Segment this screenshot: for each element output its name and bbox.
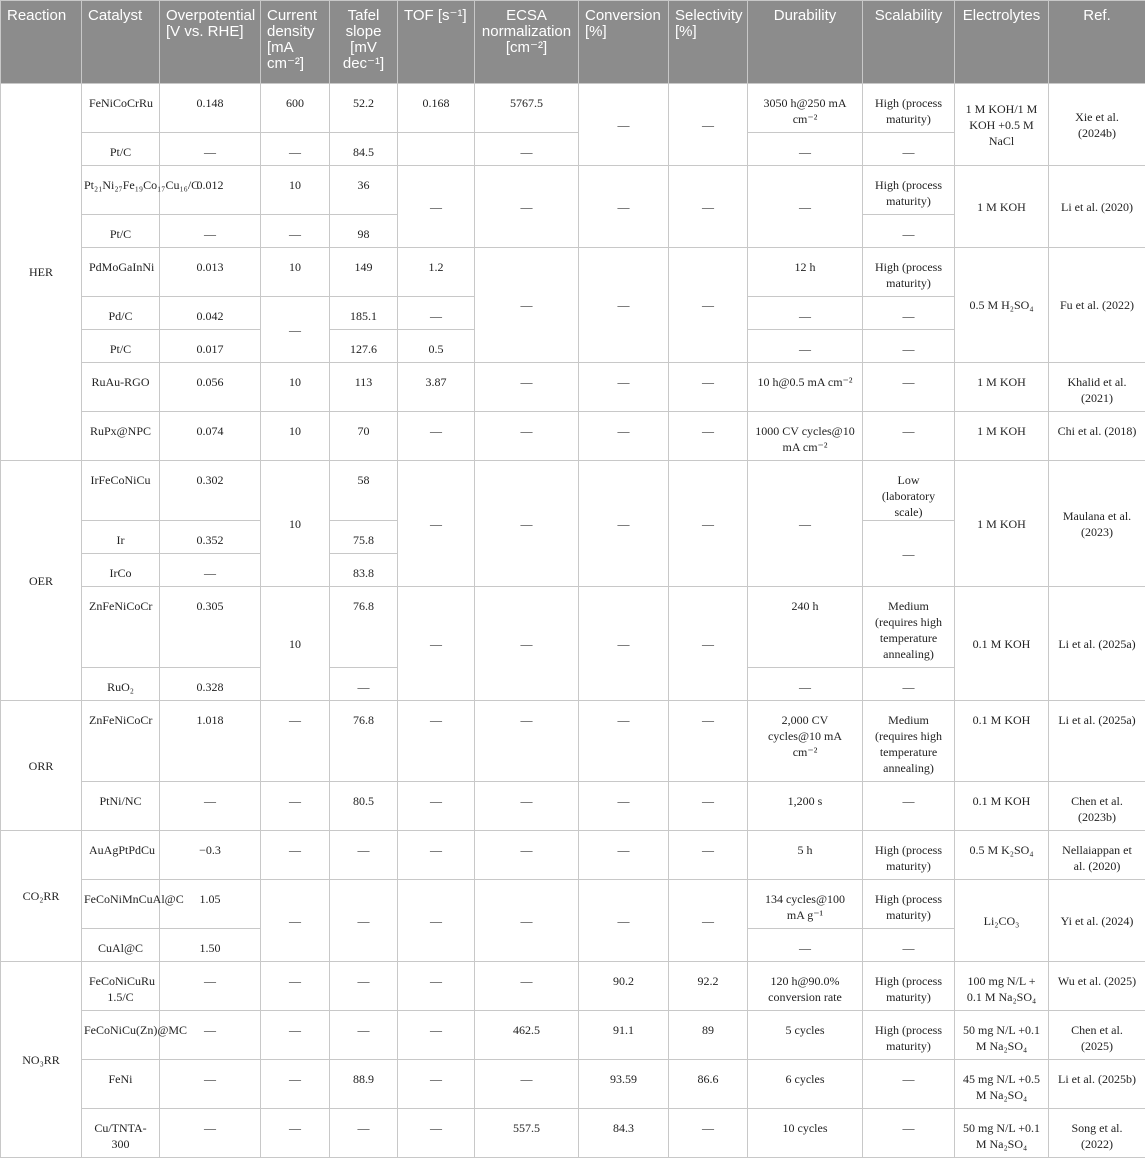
table-row	[1, 1060, 1145, 1109]
durability-cell: —	[748, 297, 863, 330]
reaction-cell: NO₃RR	[1, 962, 82, 1158]
scalability-cell: High (process maturity)	[863, 831, 955, 880]
overpotential-cell: 0.302	[160, 461, 261, 521]
scalability-cell: —	[863, 929, 955, 962]
scalability-cell: High (process maturity)	[863, 962, 955, 1011]
overpotential-cell: 0.305	[160, 587, 261, 668]
scalability-cell: —	[863, 668, 955, 701]
ref-link[interactable]: Xie et al. (2024b)	[1049, 84, 1145, 166]
catalyst-cell: PdMoGaInNi	[82, 248, 160, 297]
electrolytes-cell: 1 M KOH/1 M KOH +0.5 M NaCl	[955, 84, 1049, 166]
table-row	[1, 363, 1145, 412]
conversion-cell: —	[579, 412, 669, 461]
durability-cell: —	[748, 133, 863, 166]
ref-link[interactable]: Khalid et al. (2021)	[1049, 363, 1145, 412]
catalyst-cell: RuO₂	[82, 668, 160, 701]
overpotential-cell: 0.017	[160, 330, 261, 363]
current-density-cell: 10	[261, 248, 330, 297]
ref-link[interactable]: Wu et al. (2025)	[1049, 962, 1145, 1011]
header-conversion: Conversion [%]	[579, 1, 669, 84]
durability-cell: 1,200 s	[748, 782, 863, 831]
tafel-cell: 88.9	[330, 1060, 398, 1109]
overpotential-cell: —	[160, 1109, 261, 1158]
header-scalability: Scalability	[863, 1, 955, 84]
selectivity-cell: —	[669, 461, 748, 587]
scalability-cell: High (process maturity)	[863, 84, 955, 133]
ecsa-cell: —	[475, 248, 579, 363]
durability-cell: —	[748, 929, 863, 962]
catalyst-cell: AuAgPtPdCu	[82, 831, 160, 880]
overpotential-cell: 0.148	[160, 84, 261, 133]
scalability-cell: —	[863, 133, 955, 166]
catalyst-cell: IrCo	[82, 554, 160, 587]
electrolytes-cell: 0.1 M KOH	[955, 587, 1049, 701]
current-density-cell: —	[261, 1109, 330, 1158]
current-density-cell: 10	[261, 461, 330, 587]
scalability-cell: High (process maturity)	[863, 248, 955, 297]
scalability-cell: High (process maturity)	[863, 880, 955, 929]
catalyst-cell: FeCoNiCu(Zn)@MC	[82, 1011, 160, 1060]
catalyst-cell: ZnFeNiCoCr	[82, 701, 160, 782]
current-density-cell: 10	[261, 166, 330, 215]
conversion-cell: 93.59	[579, 1060, 669, 1109]
tof-cell: —	[398, 587, 475, 701]
current-density-cell: —	[261, 1011, 330, 1060]
tafel-cell: —	[330, 880, 398, 962]
durability-cell: 5 cycles	[748, 1011, 863, 1060]
ref-link[interactable]: Chi et al. (2018)	[1049, 412, 1145, 461]
table-row	[1, 701, 1145, 782]
current-density-cell: —	[261, 782, 330, 831]
table-row	[1, 1109, 1145, 1158]
tafel-cell: 185.1	[330, 297, 398, 330]
catalyst-cell: FeCoNiMnCuAl@C	[82, 880, 160, 929]
scalability-cell: —	[863, 330, 955, 363]
overpotential-cell: 0.352	[160, 521, 261, 554]
selectivity-cell: —	[669, 880, 748, 962]
header-durability: Durability	[748, 1, 863, 84]
reaction-cell: HER	[1, 84, 82, 461]
reaction-cell: ORR	[1, 701, 82, 831]
scalability-cell: —	[863, 412, 955, 461]
tof-cell: —	[398, 1060, 475, 1109]
tof-cell: —	[398, 1109, 475, 1158]
durability-cell: 120 h@90.0% conversion rate	[748, 962, 863, 1011]
conversion-cell: —	[579, 248, 669, 363]
scalability-cell: Low (laboratory scale)	[863, 461, 955, 521]
scalability-cell: —	[863, 1109, 955, 1158]
tof-cell: —	[398, 831, 475, 880]
conversion-cell: 91.1	[579, 1011, 669, 1060]
electrolytes-cell: 50 mg N/L +0.1 M Na₂SO₄	[955, 1011, 1049, 1060]
table-row	[1, 587, 1145, 668]
table-row	[1, 84, 1145, 133]
overpotential-cell: —	[160, 1060, 261, 1109]
durability-cell: —	[748, 166, 863, 248]
ecsa-cell: —	[475, 363, 579, 412]
catalyst-cell: Pt/C	[82, 133, 160, 166]
scalability-cell: Medium (requires high temperature annealing)	[863, 587, 955, 668]
ecsa-cell: 5767.5	[475, 84, 579, 133]
tof-cell: —	[398, 297, 475, 330]
conversion-cell: —	[579, 166, 669, 248]
ref-link[interactable]: Li et al. (2025a)	[1049, 587, 1145, 701]
durability-cell: —	[748, 330, 863, 363]
electrolytes-cell: 1 M KOH	[955, 461, 1049, 587]
header-ref: Ref.	[1049, 1, 1145, 84]
selectivity-cell: —	[669, 701, 748, 782]
table-row	[1, 880, 1145, 929]
overpotential-cell: —	[160, 215, 261, 248]
overpotential-cell: —	[160, 133, 261, 166]
selectivity-cell: 89	[669, 1011, 748, 1060]
current-density-cell: —	[261, 831, 330, 880]
catalyst-cell: Pt/C	[82, 330, 160, 363]
tafel-cell: 80.5	[330, 782, 398, 831]
tafel-cell: 127.6	[330, 330, 398, 363]
catalyst-cell: Ir	[82, 521, 160, 554]
overpotential-cell: 1.018	[160, 701, 261, 782]
selectivity-cell: —	[669, 587, 748, 701]
scalability-cell: —	[863, 782, 955, 831]
ref-link[interactable]: Song et al. (2022)	[1049, 1109, 1145, 1158]
catalyst-cell: CuAl@C	[82, 929, 160, 962]
table-row	[1, 831, 1145, 880]
catalyst-cell: Pd/C	[82, 297, 160, 330]
current-density-cell: —	[261, 133, 330, 166]
current-density-cell: 10	[261, 363, 330, 412]
ref-link[interactable]: Fu et al. (2022)	[1049, 248, 1145, 363]
table-row	[1, 248, 1145, 297]
tafel-cell: 52.2	[330, 84, 398, 133]
overpotential-cell: 1.05	[160, 880, 261, 929]
conversion-cell: —	[579, 701, 669, 782]
ecsa-cell: —	[475, 782, 579, 831]
catalyst-cell: RuPx@NPC	[82, 412, 160, 461]
tof-cell: —	[398, 461, 475, 587]
electrolytes-cell: 1 M KOH	[955, 363, 1049, 412]
catalyst-cell: PtNi/NC	[82, 782, 160, 831]
header-current-density: Current density [mA cm⁻²]	[261, 1, 330, 84]
current-density-cell: —	[261, 701, 330, 782]
electrolytes-cell: 0.5 M H₂SO₄	[955, 248, 1049, 363]
tafel-cell: 149	[330, 248, 398, 297]
ecsa-cell: —	[475, 461, 579, 587]
ecsa-cell: —	[475, 587, 579, 701]
catalyst-cell: ZnFeNiCoCr	[82, 587, 160, 668]
tafel-cell: 76.8	[330, 587, 398, 668]
overpotential-cell: —	[160, 962, 261, 1011]
overpotential-cell: 1.50	[160, 929, 261, 962]
overpotential-cell: 0.074	[160, 412, 261, 461]
electrolytes-cell: 0.5 M K₂SO₄	[955, 831, 1049, 880]
ref-link[interactable]: Li et al. (2020)	[1049, 166, 1145, 248]
selectivity-cell: —	[669, 248, 748, 363]
catalyst-cell: FeCoNiCuRu 1.5/C	[82, 962, 160, 1011]
scalability-cell: —	[863, 521, 955, 587]
overpotential-cell: 0.013	[160, 248, 261, 297]
current-density-cell: —	[261, 962, 330, 1011]
tof-cell: —	[398, 880, 475, 962]
tof-cell: 3.87	[398, 363, 475, 412]
tafel-cell: 76.8	[330, 701, 398, 782]
tafel-cell: 84.5	[330, 133, 398, 166]
catalyst-cell: Pt/C	[82, 215, 160, 248]
overpotential-cell: −0.3	[160, 831, 261, 880]
durability-cell: 10 h@0.5 mA cm⁻²	[748, 363, 863, 412]
ref-link[interactable]: Li et al. (2025b)	[1049, 1060, 1145, 1109]
durability-cell: 240 h	[748, 587, 863, 668]
header-catalyst: Catalyst	[82, 1, 160, 84]
reaction-cell: CO₂RR	[1, 831, 82, 962]
ecsa-cell: —	[475, 701, 579, 782]
selectivity-cell: —	[669, 363, 748, 412]
overpotential-cell: —	[160, 782, 261, 831]
catalyst-cell: Cu/TNTA-300	[82, 1109, 160, 1158]
durability-cell: 134 cycles@100 mA g⁻¹	[748, 880, 863, 929]
conversion-cell: —	[579, 84, 669, 166]
tafel-cell: —	[330, 1109, 398, 1158]
durability-cell: 1000 CV cycles@10 mA cm⁻²	[748, 412, 863, 461]
conversion-cell: —	[579, 587, 669, 701]
scalability-cell: —	[863, 215, 955, 248]
tof-cell: 0.168	[398, 84, 475, 133]
electrolytes-cell: 45 mg N/L +0.5 M Na₂SO₄	[955, 1060, 1049, 1109]
scalability-cell: High (process maturity)	[863, 166, 955, 215]
selectivity-cell: —	[669, 831, 748, 880]
scalability-cell: High (process maturity)	[863, 1011, 955, 1060]
ecsa-cell: 557.5	[475, 1109, 579, 1158]
current-density-cell: —	[261, 1060, 330, 1109]
ecsa-cell: 462.5	[475, 1011, 579, 1060]
selectivity-cell: 92.2	[669, 962, 748, 1011]
ecsa-cell: —	[475, 880, 579, 962]
table-row	[1, 962, 1145, 1011]
electrolytes-cell: 100 mg N/L + 0.1 M Na₂SO₄	[955, 962, 1049, 1011]
header-overpotential: Overpotential [V vs. RHE]	[160, 1, 261, 84]
conversion-cell: —	[579, 461, 669, 587]
header-row	[1, 1, 1145, 84]
tafel-cell: 58	[330, 461, 398, 521]
header-electrolytes: Electrolytes	[955, 1, 1049, 84]
electrolytes-cell: 50 mg N/L +0.1 M Na₂SO₄	[955, 1109, 1049, 1158]
catalyst-cell: Pt₂₁Ni₂₇Fe₁₉Co₁₇Cu₁₆/C	[82, 166, 160, 215]
selectivity-cell: —	[669, 1109, 748, 1158]
table-row	[1, 1011, 1145, 1060]
conversion-cell: —	[579, 880, 669, 962]
overpotential-cell: 0.042	[160, 297, 261, 330]
selectivity-cell: —	[669, 166, 748, 248]
ecsa-cell: —	[475, 831, 579, 880]
durability-cell: 12 h	[748, 248, 863, 297]
tafel-cell: —	[330, 831, 398, 880]
durability-cell: —	[748, 668, 863, 701]
ecsa-cell: —	[475, 166, 579, 248]
catalyst-cell: RuAu-RGO	[82, 363, 160, 412]
current-density-cell: 10	[261, 587, 330, 701]
tof-cell: —	[398, 962, 475, 1011]
tafel-cell: —	[330, 962, 398, 1011]
tafel-cell: 113	[330, 363, 398, 412]
durability-cell: 6 cycles	[748, 1060, 863, 1109]
ref-link[interactable]: Chen et al. (2025)	[1049, 1011, 1145, 1060]
header-tof: TOF [s⁻¹]	[398, 1, 475, 84]
tof-cell: —	[398, 782, 475, 831]
overpotential-cell: —	[160, 554, 261, 587]
current-density-cell: —	[261, 297, 330, 363]
durability-cell: 5 h	[748, 831, 863, 880]
electrolytes-cell: 0.1 M KOH	[955, 782, 1049, 831]
tof-cell: —	[398, 166, 475, 248]
conversion-cell: 90.2	[579, 962, 669, 1011]
tafel-cell: 75.8	[330, 521, 398, 554]
overpotential-cell: 0.012	[160, 166, 261, 215]
selectivity-cell: —	[669, 782, 748, 831]
durability-cell: 2,000 CV cycles@10 mA cm⁻²	[748, 701, 863, 782]
ref-link[interactable]: Chen et al. (2023b)	[1049, 782, 1145, 831]
header-reaction: Reaction	[1, 1, 82, 84]
tafel-cell: 36	[330, 166, 398, 215]
selectivity-cell: 86.6	[669, 1060, 748, 1109]
tof-cell: —	[398, 1011, 475, 1060]
electrolytes-cell: 0.1 M KOH	[955, 701, 1049, 782]
table-row	[1, 461, 1145, 521]
overpotential-cell: 0.328	[160, 668, 261, 701]
scalability-cell: —	[863, 297, 955, 330]
scalability-cell: —	[863, 363, 955, 412]
header-selectivity: Selectivity [%]	[669, 1, 748, 84]
electrolytes-cell: 1 M KOH	[955, 166, 1049, 248]
table-row	[1, 166, 1145, 215]
tof-cell: 0.5	[398, 330, 475, 363]
catalyst-cell: IrFeCoNiCu	[82, 461, 160, 521]
reaction-cell: OER	[1, 461, 82, 701]
tof-cell	[398, 133, 475, 166]
durability-cell: 3050 h@250 mA cm⁻²	[748, 84, 863, 133]
overpotential-cell: —	[160, 1011, 261, 1060]
current-density-cell: 600	[261, 84, 330, 133]
conversion-cell: —	[579, 831, 669, 880]
table-row	[1, 782, 1145, 831]
durability-cell: —	[748, 461, 863, 587]
current-density-cell: —	[261, 215, 330, 248]
tafel-cell: —	[330, 668, 398, 701]
tafel-cell: —	[330, 1011, 398, 1060]
scalability-cell: —	[863, 1060, 955, 1109]
ref-link[interactable]: Maulana et al. (2023)	[1049, 461, 1145, 587]
ref-link[interactable]: Li et al. (2025a)	[1049, 701, 1145, 782]
tafel-cell: 70	[330, 412, 398, 461]
ecsa-cell: —	[475, 412, 579, 461]
conversion-cell: —	[579, 363, 669, 412]
selectivity-cell: —	[669, 412, 748, 461]
electrolytes-cell: 1 M KOH	[955, 412, 1049, 461]
current-density-cell: —	[261, 880, 330, 962]
catalyst-cell: FeNiCoCrRu	[82, 84, 160, 133]
catalyst-cell: FeNi	[82, 1060, 160, 1109]
tof-cell: —	[398, 412, 475, 461]
ref-link[interactable]: Yi et al. (2024)	[1049, 880, 1145, 962]
selectivity-cell: —	[669, 84, 748, 166]
tof-cell: —	[398, 701, 475, 782]
ref-link[interactable]: Nellaiappan et al. (2020)	[1049, 831, 1145, 880]
overpotential-cell: 0.056	[160, 363, 261, 412]
current-density-cell: 10	[261, 412, 330, 461]
table-row	[1, 412, 1145, 461]
conversion-cell: —	[579, 782, 669, 831]
tof-cell: 1.2	[398, 248, 475, 297]
scalability-cell: Medium (requires high temperature annealing)	[863, 701, 955, 782]
ecsa-cell: —	[475, 962, 579, 1011]
ecsa-cell: —	[475, 133, 579, 166]
header-ecsa: ECSA normalization [cm⁻²]	[475, 1, 579, 84]
conversion-cell: 84.3	[579, 1109, 669, 1158]
header-tafel-slope: Tafel slope [mV dec⁻¹]	[330, 1, 398, 84]
tafel-cell: 98	[330, 215, 398, 248]
ecsa-cell: —	[475, 1060, 579, 1109]
electrolytes-cell: Li₂CO₃	[955, 880, 1049, 962]
tafel-cell: 83.8	[330, 554, 398, 587]
durability-cell: 10 cycles	[748, 1109, 863, 1158]
